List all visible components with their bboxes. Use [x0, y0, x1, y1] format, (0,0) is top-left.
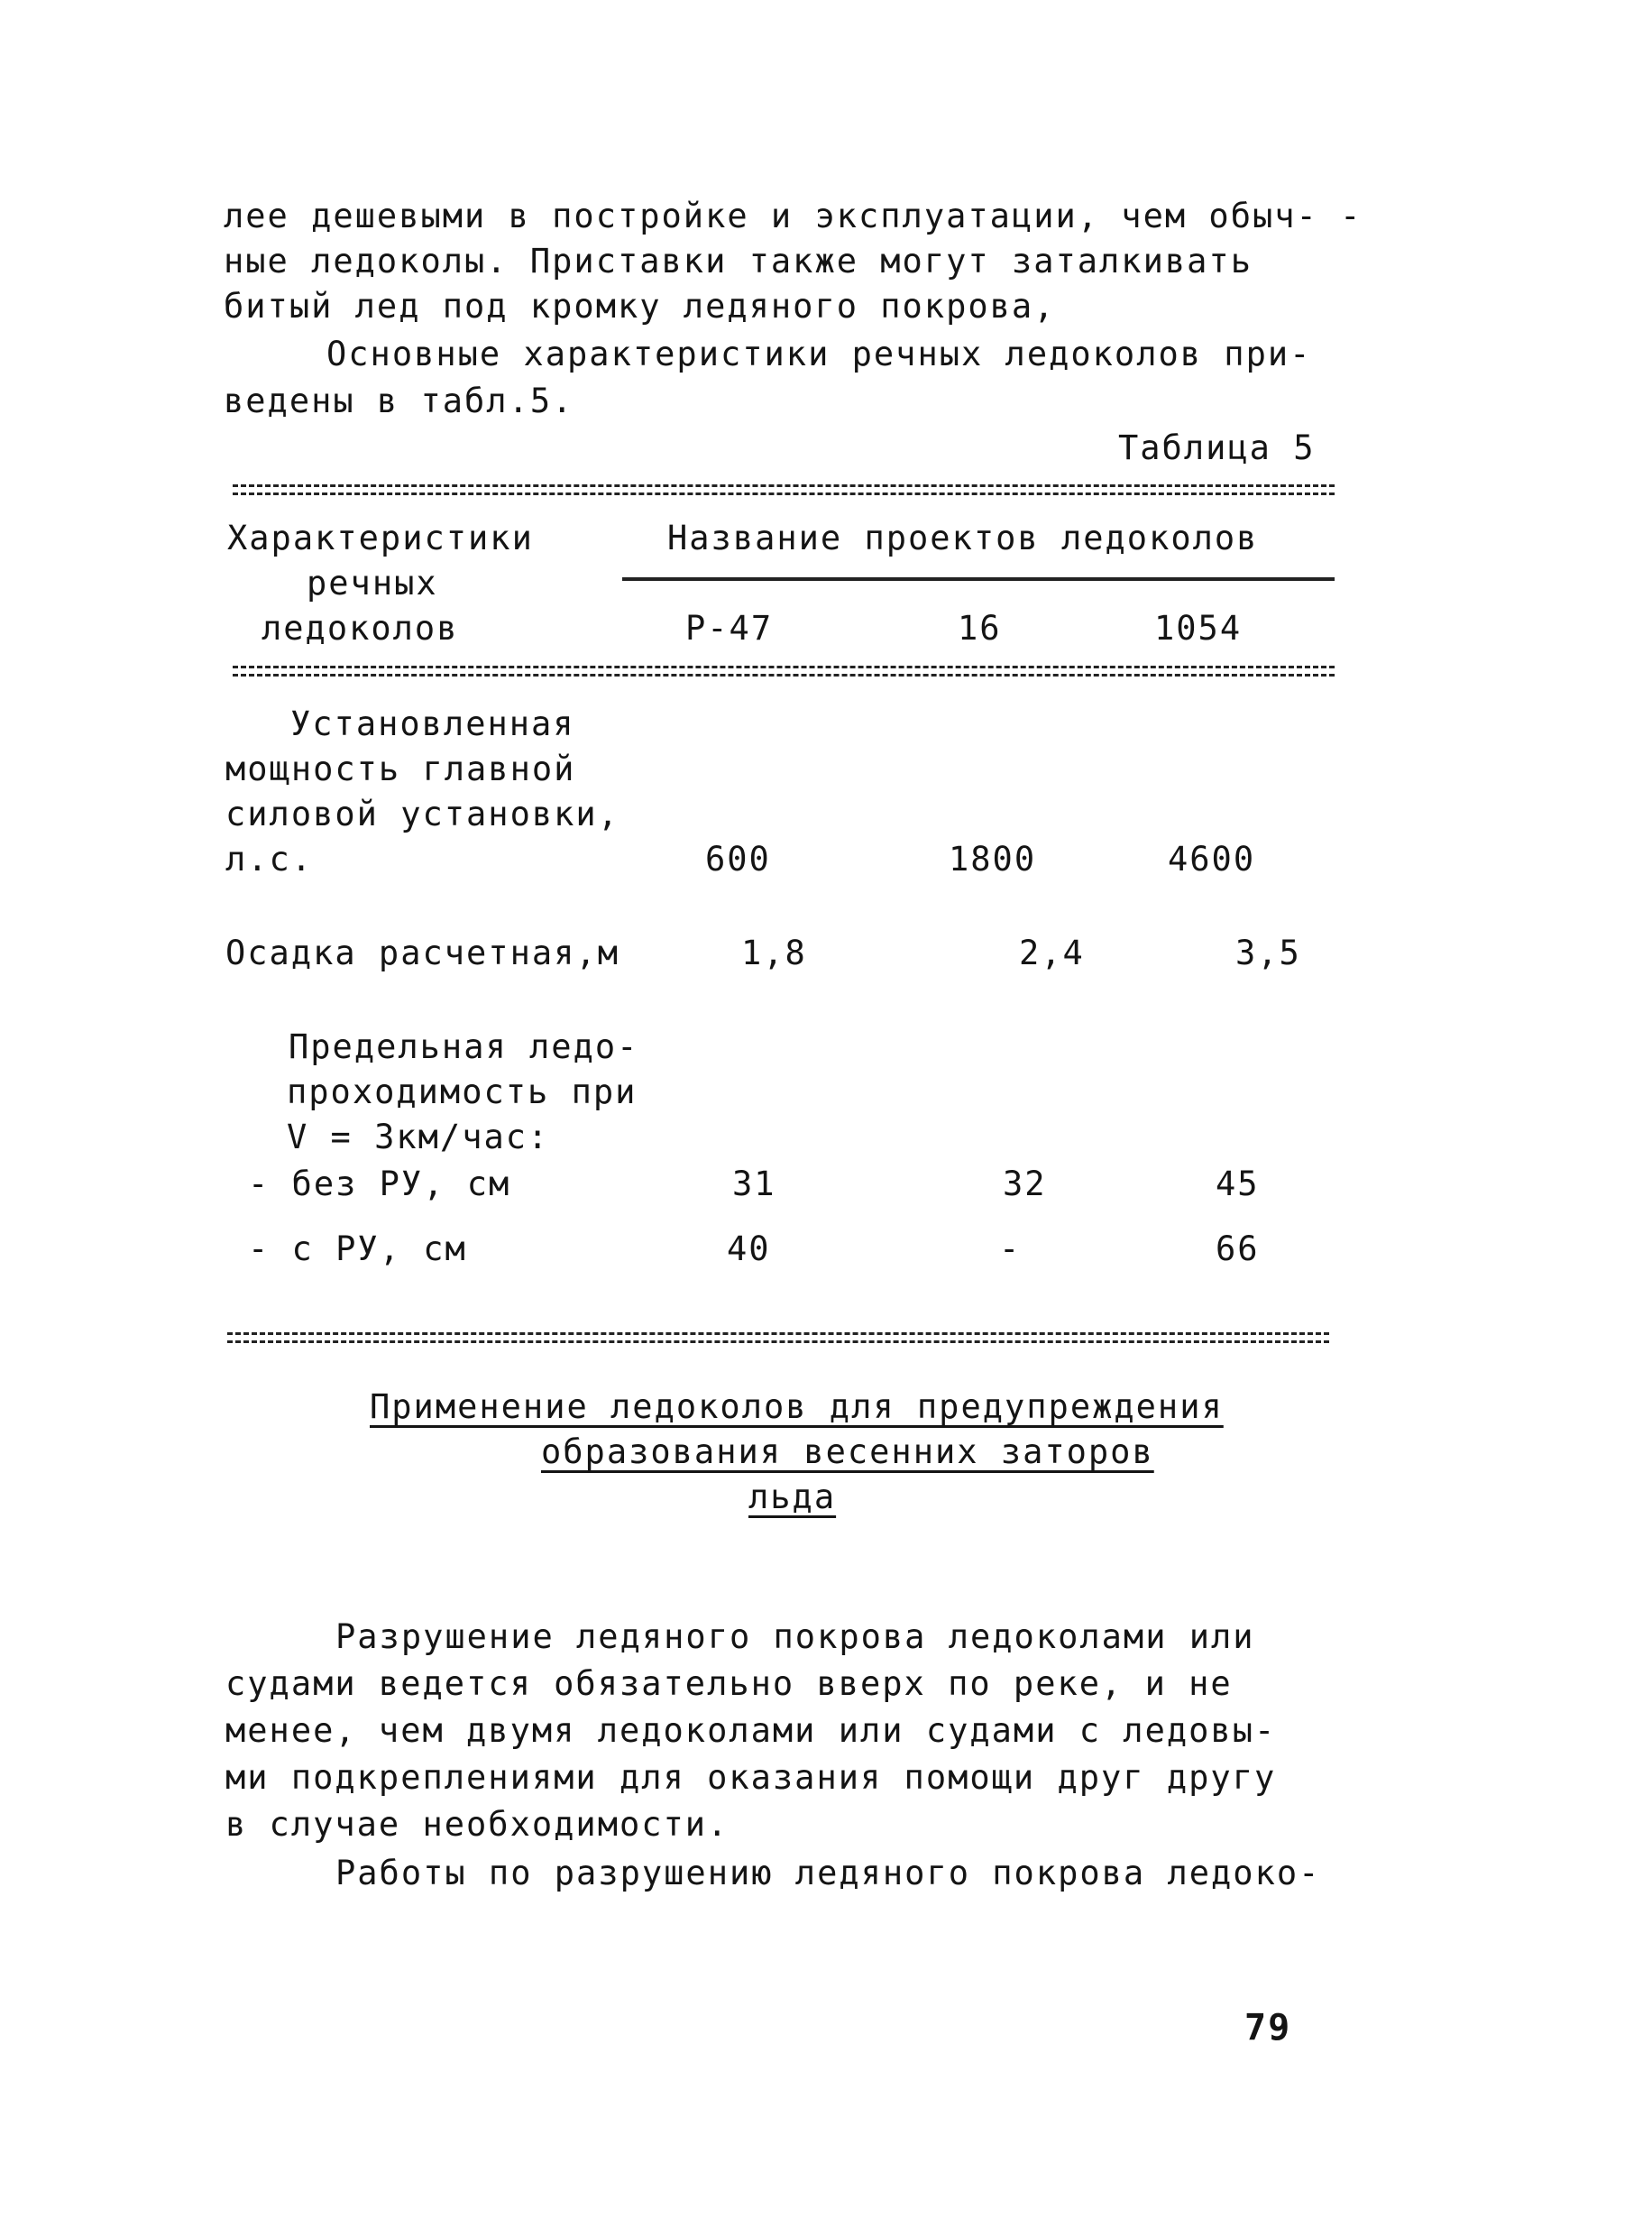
row-value: 3,5: [1235, 934, 1301, 972]
section-heading-line: Применение ледоколов для предупреждения: [370, 1387, 1224, 1426]
header-characteristics: ледоколов: [262, 609, 459, 648]
body-line: судами ведется обязательно вверх по реке, и не: [225, 1664, 1233, 1703]
table-header-rule: [233, 666, 1335, 677]
header-project: Р-47: [685, 609, 774, 648]
row-label: проходимость при: [287, 1072, 638, 1111]
header-project: 1054: [1154, 609, 1243, 648]
row-value: 1800: [949, 840, 1037, 879]
row-label: силовой установки,: [225, 795, 620, 833]
row-value: 40: [727, 1229, 771, 1268]
reference-line: ведены в табл.5.: [224, 382, 574, 420]
section-heading-line: образования весенних заторов: [541, 1432, 1154, 1471]
row-label: - с РУ, см: [248, 1229, 467, 1268]
row-label: л.с.: [225, 840, 314, 879]
row-value: 2,4: [1019, 934, 1085, 972]
row-value: 600: [705, 840, 771, 879]
table-caption: Таблица 5: [1118, 428, 1316, 467]
row-label: V = 3км/час:: [287, 1118, 550, 1156]
row-value: -: [999, 1229, 1022, 1268]
body-line: в случае необходимости.: [225, 1805, 730, 1844]
body-line: менее, чем двумя ледоколами или судами с ледовы-: [225, 1711, 1277, 1750]
section-heading-line: льда: [748, 1478, 837, 1516]
row-value: 31: [732, 1165, 776, 1203]
row-value: 1,8: [741, 934, 807, 972]
row-label: - без РУ, см: [248, 1165, 511, 1203]
row-label: Осадка расчетная,м: [225, 934, 620, 972]
row-label: Установленная: [290, 704, 575, 743]
header-characteristics: речных: [307, 564, 438, 603]
header-projects-title: Название проектов ледоколов: [667, 519, 1259, 557]
row-value: 4600: [1168, 840, 1256, 879]
page-number: 79: [1244, 2007, 1292, 2048]
row-label: мощность главной: [225, 750, 576, 788]
body-line: ми подкреплениями для оказания помощи друг другу: [225, 1758, 1277, 1797]
intro-line: битый лед под кромку ледяного покрова,: [224, 287, 1056, 326]
body-line: Разрушение ледяного покрова ледоколами или: [335, 1617, 1255, 1656]
row-label: Предельная ледо-: [289, 1027, 639, 1066]
header-projects-rule: [622, 577, 1335, 581]
row-value: 45: [1216, 1165, 1260, 1203]
row-value: 32: [1003, 1165, 1047, 1203]
intro-line: лее дешевыми в постройке и эксплуатации, чем обыч- -: [224, 197, 1363, 235]
header-characteristics: Характеристики: [227, 519, 534, 557]
table-bottom-rule: [227, 1332, 1329, 1343]
reference-line: Основные характеристики речных ледоколов при-: [326, 335, 1312, 373]
intro-line: ные ледоколы. Приставки также могут заталкивать: [224, 242, 1253, 281]
row-value: 66: [1216, 1229, 1260, 1268]
table-top-rule: [233, 484, 1335, 495]
final-line: Работы по разрушению ледяного покрова ледоко-: [335, 1854, 1321, 1892]
header-project: 16: [958, 609, 1002, 648]
